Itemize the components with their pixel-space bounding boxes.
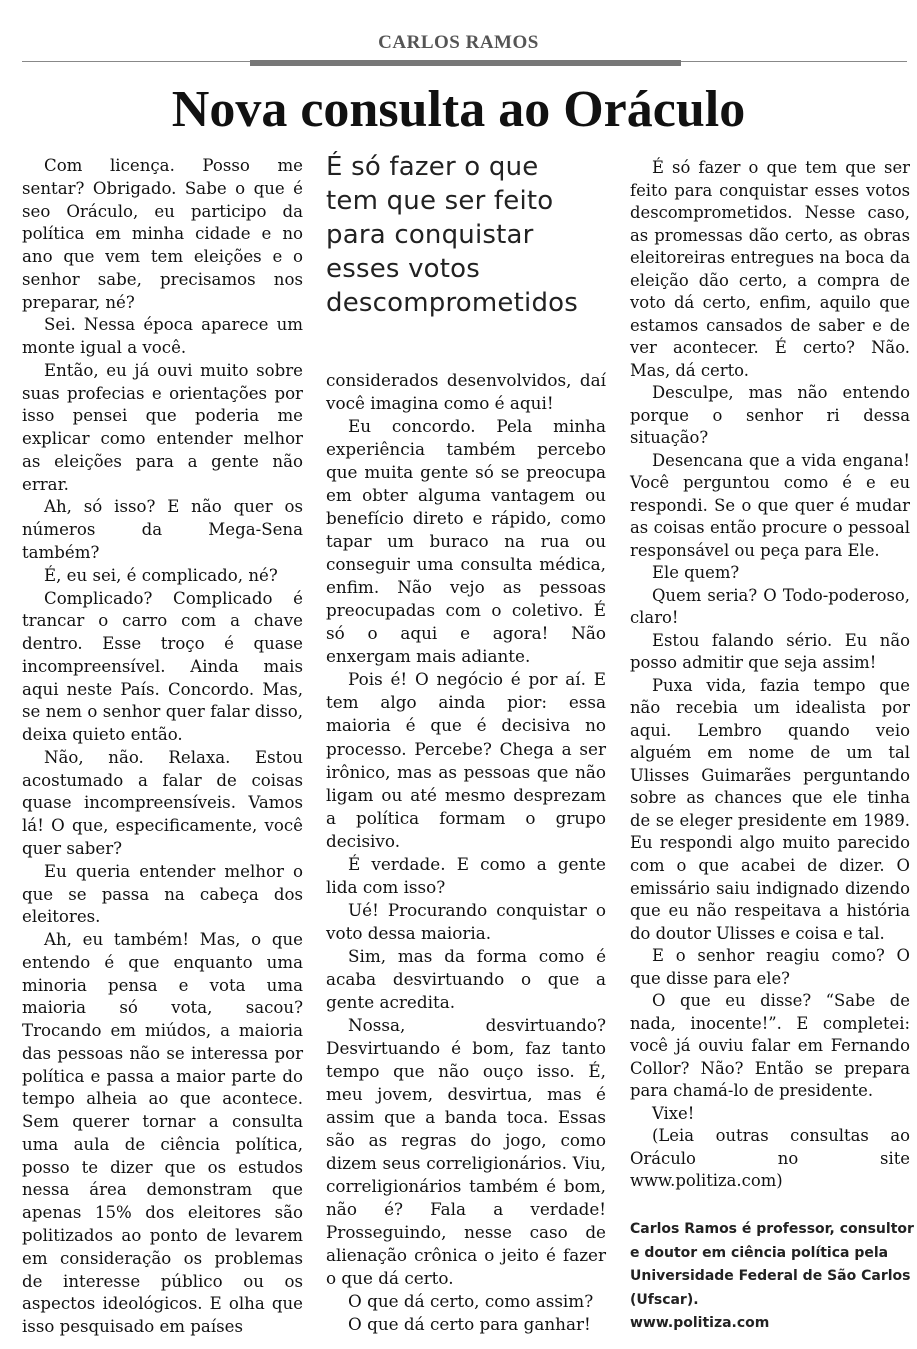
- paragraph: É só fazer o que tem que ser feito para conquistar esses votos descomprometidos. Nesse caso, as promessas dão certo, as obras eleitoreiras entregues na boca da eleição dão certo, a compra de voto dá certo, enfim, aquilo que estamos cansados de saber e de ver acontecer. É certo? Não. Mas, dá certo.: [630, 158, 910, 380]
- paragraph: Quem seria? O Todo-poderoso, claro!: [630, 585, 910, 628]
- paragraph: É verdade. E como a gente lida com isso?: [326, 853, 606, 897]
- paragraph: (Leia outras consultas ao Oráculo no site www.politiza.com): [630, 1126, 910, 1191]
- paragraph: Puxa vida, fazia tempo que não recebia um idealista por aqui. Lembro quando veio alguém em nome de um tal Ulisses Guimarães perguntando sobre as chances que ele tinha de se eleger presidente em 1989. Eu respondi algo muito parecido com o que acabei de dizer. O emissário saiu indignado dizendo que eu não respeitava a história do doutor Ulisses e coisa e tal.: [630, 675, 910, 943]
- paragraph: O que dá certo, como assim?: [348, 1291, 594, 1312]
- paragraph: Estou falando sério. Eu não posso admitir que seja assim!: [630, 630, 910, 673]
- paragraph-continued: considerados desenvolvidos, daí você imagina como é aqui!: [326, 370, 606, 414]
- author-website: www.politiza.com: [630, 1315, 770, 1331]
- author-bio: [630, 1218, 912, 1336]
- paragraph: Ah, só isso? E não quer os números da Mega-Sena também?: [22, 497, 303, 563]
- paragraph: Ah, eu também! Mas, o que entendo é que enquanto uma minoria pensa e vota uma maioria só vota, sacou? Trocando em miúdos, a maioria das pessoas não se interessa por política e passa a maior parte do tempo alheia ao que acontece. Sem querer tornar a consulta uma aula de ciência política, posso te dizer que os estudos nessa área demonstram que apenas 15% dos eleitores são politizados ao ponto de levarem em consideração os problemas de interesse público ou os aspectos ideológicos. E olha que isso pesquisado em países: [22, 930, 303, 1337]
- paragraph: Vixe!: [652, 1103, 695, 1123]
- paragraph: Pois é! O negócio é por aí. E tem algo ainda pior: essa maioria é que é decisiva no processo. Percebe? Chega a ser irônico, mas as pessoas que não ligam ou até mesmo desprezam a política formam o grupo decisivo.: [326, 669, 606, 851]
- paragraph: Ele quem?: [652, 563, 740, 583]
- paragraph: O que dá certo para ganhar!: [348, 1314, 591, 1335]
- pull-quote-line: descomprometidos: [326, 288, 579, 318]
- paragraph: Desencana que a vida engana! Você perguntou como é e eu respondi. Se o que quer é mudar as coisas então procure o pessoal responsável ou peça para Ele.: [630, 450, 910, 560]
- pull-quote-line: para conquistar: [326, 220, 534, 250]
- paragraph: Sei. Nessa época aparece um monte igual a você.: [22, 315, 303, 358]
- paragraph: O que eu disse? “Sabe de nada, inocente!”. E completei: você já ouviu falar em Fernando Collor? Não? Então se prepara para chamá-lo de presidente.: [630, 991, 910, 1101]
- author-bio-line: Carlos Ramos é professor, consultor: [630, 1221, 914, 1237]
- header-rule-accent: [250, 60, 681, 66]
- paragraph: Sim, mas da forma como é acaba desvirtuando o que a gente acredita.: [326, 945, 606, 1012]
- paragraph: E o senhor reagiu como? O que disse para ele?: [630, 946, 910, 988]
- paragraph: Não, não. Relaxa. Estou acostumado a falar de coisas quase incompreensíveis. Vamos lá! O que, especificamente, você quer saber?: [22, 747, 303, 858]
- article-title: Nova consulta ao Oráculo: [171, 81, 746, 138]
- paragraph: Nossa, desvirtuando? Desvirtuando é bom, faz tanto tempo que não ouço isso. É, meu jovem, desvirtua, mas é assim que a banda toca. Essas são as regras do jogo, como dizem seus correligionários. Viu, correligionários também é bom, não é? Fala a verdade! Prosseguindo, nesse caso de alienação crônica o jeito é fazer o que dá certo.: [326, 1014, 606, 1289]
- pull-quote-line: esses votos: [326, 254, 481, 284]
- author-byline: CARLOS RAMOS: [378, 32, 539, 53]
- author-bio-line: Universidade Federal de São Carlos: [630, 1268, 911, 1284]
- author-bio-line: e doutor em ciência política pela: [630, 1244, 889, 1261]
- paragraph: Eu concordo. Pela minha experiência também percebo que muita gente só se preocupa em obter alguma vantagem ou benefício direto e rápido, como tapar um buraco na rua ou conseguir uma consulta médica, enfim. Não vejo as pessoas preocupadas com o coletivo. É só o aqui e agora! Não enxergam mais adiante.: [326, 416, 606, 667]
- pull-quote: [326, 150, 611, 320]
- article-column-3: [630, 157, 910, 1193]
- paragraph: Desculpe, mas não entendo porque o senhor ri dessa situação?: [630, 383, 910, 448]
- paragraph: É, eu sei, é complicado, né?: [44, 565, 278, 585]
- paragraph: Com licença. Posso me sentar? Obrigado. Sabe o que é seo Oráculo, eu participo da política em minha cidade e no ano que vem tem eleições e o senhor sabe, precisamos nos preparar, né?: [22, 156, 303, 312]
- author-bio-line: (Ufscar).: [630, 1291, 699, 1308]
- pull-quote-line: É só fazer o que: [326, 152, 539, 182]
- paragraph: Complicado? Complicado é trancar o carro com a chave dentro. Esse troço é quase incompreensível. Ainda mais aqui neste País. Concordo. Mas, se nem o senhor quer falar disso, deixa quieto então.: [22, 588, 303, 745]
- paragraph: Então, eu já ouvi muito sobre suas profecias e orientações por isso pensei que poderia me explicar como entender melhor as eleições para a gente não errar.: [22, 360, 303, 494]
- pull-quote-line: tem que ser feito: [326, 186, 554, 216]
- paragraph: Ué! Procurando conquistar o voto dessa maioria.: [326, 899, 606, 943]
- article-column-2: [326, 369, 606, 1336]
- article-column-1: [22, 155, 303, 1339]
- paragraph: Eu queria entender melhor o que se passa na cabeça dos eleitores.: [22, 861, 303, 927]
